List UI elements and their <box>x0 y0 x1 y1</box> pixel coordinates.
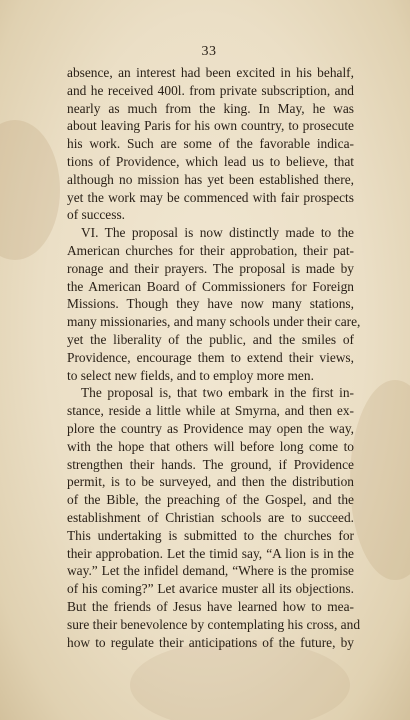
text-line: absence, an interest had been excited in his behalf, <box>67 65 354 80</box>
text-line: of the Bible, the preaching of the Gospel, and the <box>67 492 354 508</box>
text-line: VI. The proposal is now distinctly made to the <box>81 225 354 241</box>
text-line: tions of Providence, which lead us to believe, that <box>67 153 354 169</box>
text-line: Providence, encourage them to extend their views, <box>67 349 354 365</box>
body-text <box>67 64 361 651</box>
text-line: The proposal is, that two embark in the first in- <box>81 385 354 401</box>
text-line: his work. Such are some of the favorable indica- <box>67 136 354 152</box>
text-line: yet the liberality of the public, and the smiles of <box>67 331 354 347</box>
text-line: permit, is to be surveyed, and then the distribution <box>67 474 354 490</box>
text-line: to select new fields, and to employ more men. <box>67 367 314 383</box>
text-line: and he received 400l. from private subscription, and <box>67 82 354 98</box>
text-line: Missions. Though they have now many stations, <box>67 296 354 312</box>
text-line: about leaving Paris for his own country, to prosecute <box>67 118 354 134</box>
text-line: the American Board of Commissioners for Foreign <box>67 278 354 294</box>
text-line: of success. <box>67 207 126 223</box>
text-line: nearly as much from the king. In May, he was <box>67 100 354 116</box>
text-line: although no mission has yet been established there, <box>67 171 354 187</box>
text-line: how to regulate their anticipations of the future, by <box>67 634 354 650</box>
page-number: 33 <box>201 44 217 59</box>
paper-stain <box>0 120 60 260</box>
text-line: many missionaries, and many schools under their care, <box>67 314 361 330</box>
paper-stain <box>350 380 410 580</box>
paper-stain <box>130 640 350 720</box>
text-line: of his coming?” Let avarice muster all its objections. <box>67 581 354 597</box>
text-line: But the friends of Jesus have learned how to mea- <box>67 598 354 614</box>
text-line: sure their benevolence by contemplating his cross, and <box>67 616 361 632</box>
text-line: their approbation. Let the timid say, “A lion is in the <box>67 545 354 561</box>
text-line: stance, reside a little while at Smyrna, and then ex- <box>67 403 354 419</box>
text-line: American churches for their approbation, their pat- <box>67 242 354 258</box>
text-line: yet the work may be commenced with fair prospects <box>67 189 354 205</box>
text-line: This undertaking is submitted to the churches for <box>67 527 354 543</box>
text-line: establishment of Christian schools are to succeed. <box>67 509 354 525</box>
text-line: ronage and their prayers. The proposal is made by <box>67 260 354 276</box>
text-line: way.” Let the infidel demand, “Where is the promise <box>67 563 354 579</box>
text-line: strengthen their hands. The ground, if Providence <box>67 456 354 472</box>
text-line: plore the country as Providence may open the way, <box>67 420 354 436</box>
text-line: with the hope that others will before long come to <box>67 438 354 454</box>
